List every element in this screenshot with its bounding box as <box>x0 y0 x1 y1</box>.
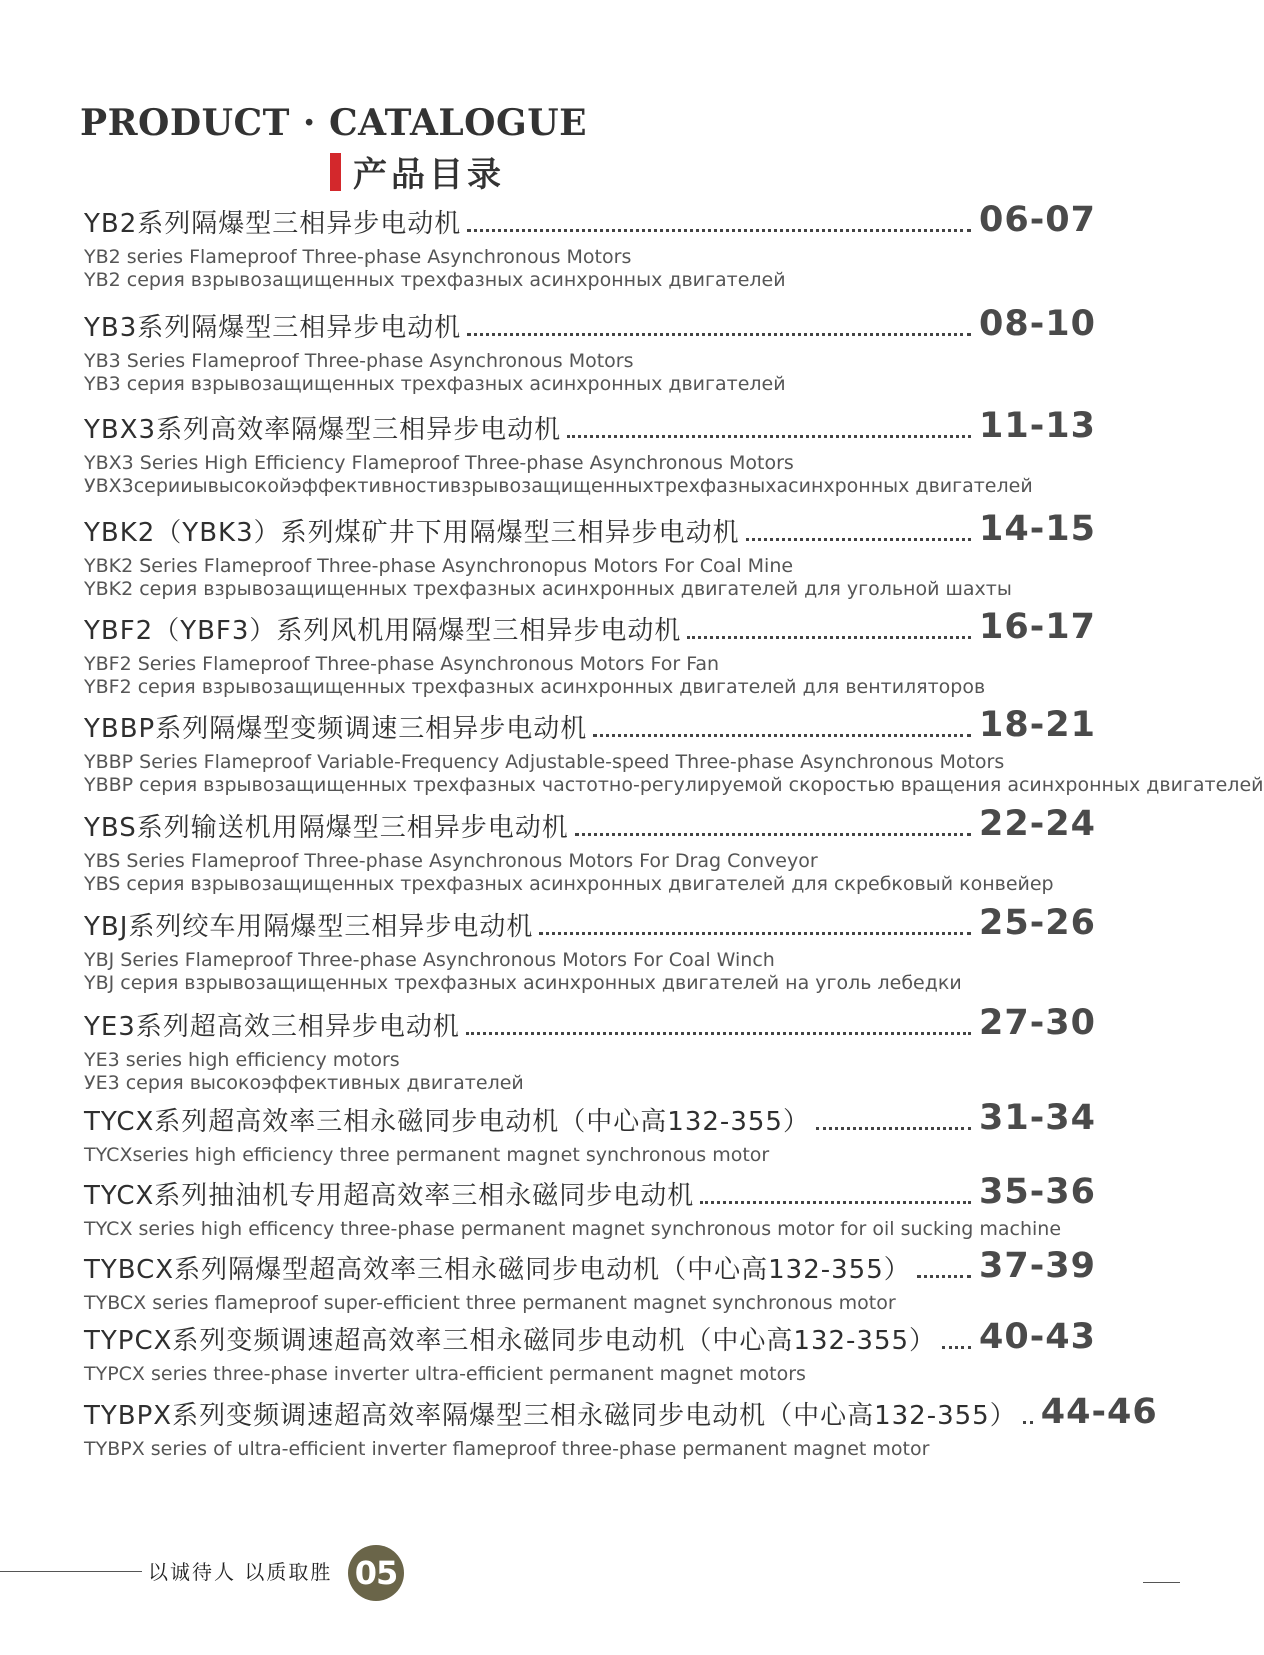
toc-entry[interactable] <box>84 302 1096 396</box>
toc-entry-head <box>84 1001 1096 1045</box>
toc-entry[interactable] <box>84 1244 1096 1315</box>
footer-divider-right <box>1143 1582 1180 1583</box>
toc-entry-title: YBBP系列隔爆型变频调速三相异步电动机 <box>84 714 588 744</box>
toc-entry-subtitle-secondary: УЕ3 серия высокоэффективных двигателей <box>84 1072 524 1094</box>
toc-entry-subtitle: TYCXseries high efficiency three permanent magnet synchronous motor <box>84 1144 770 1166</box>
toc-entry-title: TYPCX系列变频调速超高效率三相永磁同步电动机（中心高132-355） <box>84 1326 937 1356</box>
toc-entry-title: TYBPX系列变频调速超高效率隔爆型三相永磁同步电动机（中心高132-355） <box>84 1401 1017 1431</box>
toc-entry-subtitle: TYPCX series three-phase inverter ultra-efficient permanent magnet motors <box>84 1363 806 1385</box>
toc-entry-subtitle: YB3 Series Flameproof Three-phase Asynchronous Motors <box>84 350 634 372</box>
toc-entry[interactable] <box>84 901 1096 995</box>
footer-motto: 以诚待人 以质取胜 <box>148 1560 333 1584</box>
toc-entry-subtitle: TYCX series high efficency three-phase permanent magnet synchronous motor for oil sucking machine <box>84 1218 1062 1240</box>
toc-entry-title: YB3系列隔爆型三相异步电动机 <box>84 313 462 343</box>
toc-entry-head <box>84 1170 1096 1214</box>
toc-entry-title: TYCX系列超高效率三相永磁同步电动机（中心高132-355） <box>84 1107 810 1137</box>
toc-entry-page-range: 22-24 <box>979 804 1096 844</box>
toc-entry-title: YB2系列隔爆型三相异步电动机 <box>84 209 462 239</box>
toc-entry-subtitle-secondary: YB3 серия взрывозащищенных трехфазных асинхронных двигателей <box>84 373 786 395</box>
toc-entry[interactable] <box>84 1001 1096 1095</box>
dot-leader <box>1023 1420 1033 1424</box>
toc-entry-head <box>84 198 1096 242</box>
toc-entry-subtitle: YBF2 Series Flameproof Three-phase Asynchronous Motors For Fan <box>84 653 720 675</box>
toc-entry-title: YBS系列输送机用隔爆型三相异步电动机 <box>84 813 569 843</box>
toc-entry-title: YBJ系列绞车用隔爆型三相异步电动机 <box>84 912 534 942</box>
toc-entry[interactable] <box>84 1390 1158 1461</box>
toc-entry-head <box>84 404 1096 448</box>
toc-entry-subtitle-secondary: УВХ3серииывысокойэффективностивзрывозащищенныхтрехфазныхасинхронных двигателей <box>84 475 1033 497</box>
dot-leader <box>746 537 971 541</box>
dot-leader <box>467 332 971 336</box>
toc-entry-subtitle: YBBP Series Flameproof Variable-Frequency Adjustable-speed Three-phase Asynchronous Motors <box>84 751 1005 773</box>
toc-entry[interactable] <box>84 1315 1096 1386</box>
toc-entry-head <box>84 802 1096 846</box>
toc-entry-page-range: 11-13 <box>979 406 1096 446</box>
toc-entry-page-range: 16-17 <box>979 607 1096 647</box>
toc-entry-title: YBF2（YBF3）系列风机用隔爆型三相异步电动机 <box>84 616 682 646</box>
toc-entry-page-range: 44-46 <box>1040 1392 1158 1432</box>
toc-entry-head <box>84 605 1096 649</box>
toc-entry-title: YBX3系列高效率隔爆型三相异步电动机 <box>84 415 562 445</box>
toc-entry-subtitle: YBX3 Series High Efficiency Flameproof Three-phase Asynchronous Motors <box>84 452 794 474</box>
toc-entry-page-range: 06-07 <box>979 200 1096 240</box>
dot-leader <box>539 931 971 935</box>
toc-entry-head <box>84 1096 1096 1140</box>
toc-entry-head <box>84 1390 1158 1434</box>
page-number-badge: 05 <box>348 1545 404 1601</box>
toc-entry[interactable] <box>84 605 1096 699</box>
page-title-english: PRODUCT · CATALOGUE <box>80 102 588 144</box>
toc-entry-subtitle-secondary: YB2 серия взрывозащищенных трехфазных асинхронных двигателей <box>84 269 786 291</box>
toc-entry-subtitle: YB2 series Flameproof Three-phase Asynchronous Motors <box>84 246 632 268</box>
toc-entry-subtitle: YBK2 Series Flameproof Three-phase Asynchronopus Motors For Coal Mine <box>84 555 794 577</box>
toc-entry[interactable] <box>84 1096 1096 1167</box>
dot-leader <box>687 635 971 639</box>
toc-entry-head <box>84 1244 1096 1288</box>
toc-entry-subtitle: YBS Series Flameproof Three-phase Asynchronous Motors For Drag Conveyor <box>84 850 818 872</box>
page-title-chinese: 产品目录 <box>353 155 505 195</box>
footer-divider-left <box>0 1571 142 1572</box>
dot-leader <box>575 832 971 836</box>
toc-entry-subtitle-secondary: YBF2 серия взрывозащищенных трехфазных асинхронных двигателей для вентиляторов <box>84 676 986 698</box>
toc-entry-title: TYCX系列抽油机专用超高效率三相永磁同步电动机 <box>84 1181 695 1211</box>
toc-entry-title: TYBCX系列隔爆型超高效率三相永磁同步电动机（中心高132-355） <box>84 1255 911 1285</box>
toc-entry[interactable] <box>84 703 1264 797</box>
toc-entry-subtitle: YE3 series high efficiency motors <box>84 1049 400 1071</box>
dot-leader <box>917 1274 971 1278</box>
dot-leader <box>593 733 971 737</box>
toc-entry-head <box>84 302 1096 346</box>
toc-entry[interactable] <box>84 198 1096 292</box>
dot-leader <box>467 228 971 232</box>
toc-entry[interactable] <box>84 404 1096 498</box>
toc-entry-head <box>84 1315 1096 1359</box>
toc-entry-page-range: 25-26 <box>979 903 1096 943</box>
toc-entry-subtitle: TYBCX series flameproof super-efficient three permanent magnet synchronous motor <box>84 1292 896 1314</box>
toc-entry-page-range: 40-43 <box>979 1317 1096 1357</box>
toc-entry-title: YE3系列超高效三相异步电动机 <box>84 1012 460 1042</box>
toc-entry[interactable] <box>84 507 1096 601</box>
toc-entry[interactable] <box>84 802 1096 896</box>
dot-leader <box>466 1031 971 1035</box>
toc-entry-head <box>84 703 1096 747</box>
toc-entry-page-range: 31-34 <box>979 1098 1096 1138</box>
toc-entry-page-range: 37-39 <box>979 1246 1096 1286</box>
toc-entry-subtitle: YBJ Series Flameproof Three-phase Asynchronous Motors For Coal Winch <box>84 949 775 971</box>
toc-entry-subtitle-secondary: YBK2 серия взрывозащищенных трехфазных асинхронных двигателей для угольной шахты <box>84 578 1012 600</box>
dot-leader <box>567 434 971 438</box>
dot-leader <box>942 1345 971 1349</box>
toc-entry-head <box>84 901 1096 945</box>
toc-entry-page-range: 35-36 <box>979 1172 1096 1212</box>
toc-entry-title: YBK2（YBK3）系列煤矿井下用隔爆型三相异步电动机 <box>84 518 740 548</box>
toc-entry-subtitle: TYBPX series of ultra-efficient inverter flameproof three-phase permanent magnet motor <box>84 1438 930 1460</box>
toc-entry-page-range: 08-10 <box>979 304 1096 344</box>
toc-entry-subtitle-secondary: YBS серия взрывозащищенных трехфазных асинхронных двигателей для скребковый конвейер <box>84 873 1054 895</box>
dot-leader <box>816 1126 971 1130</box>
toc-entry-page-range: 18-21 <box>979 705 1096 745</box>
toc-entry-subtitle-secondary: YBBP серия взрывозащищенных трехфазных частотно-регулируемой скоростью вращения асинхронных двигателей <box>84 774 1264 796</box>
toc-entry-page-range: 27-30 <box>979 1003 1096 1043</box>
toc-entry-page-range: 14-15 <box>979 509 1096 549</box>
toc-entry-head <box>84 507 1096 551</box>
toc-entry-subtitle-secondary: YBJ серия взрывозащищенных трехфазных асинхронных двигателей на уголь лебедки <box>84 972 962 994</box>
dot-leader <box>700 1200 971 1204</box>
toc-entry[interactable] <box>84 1170 1096 1241</box>
